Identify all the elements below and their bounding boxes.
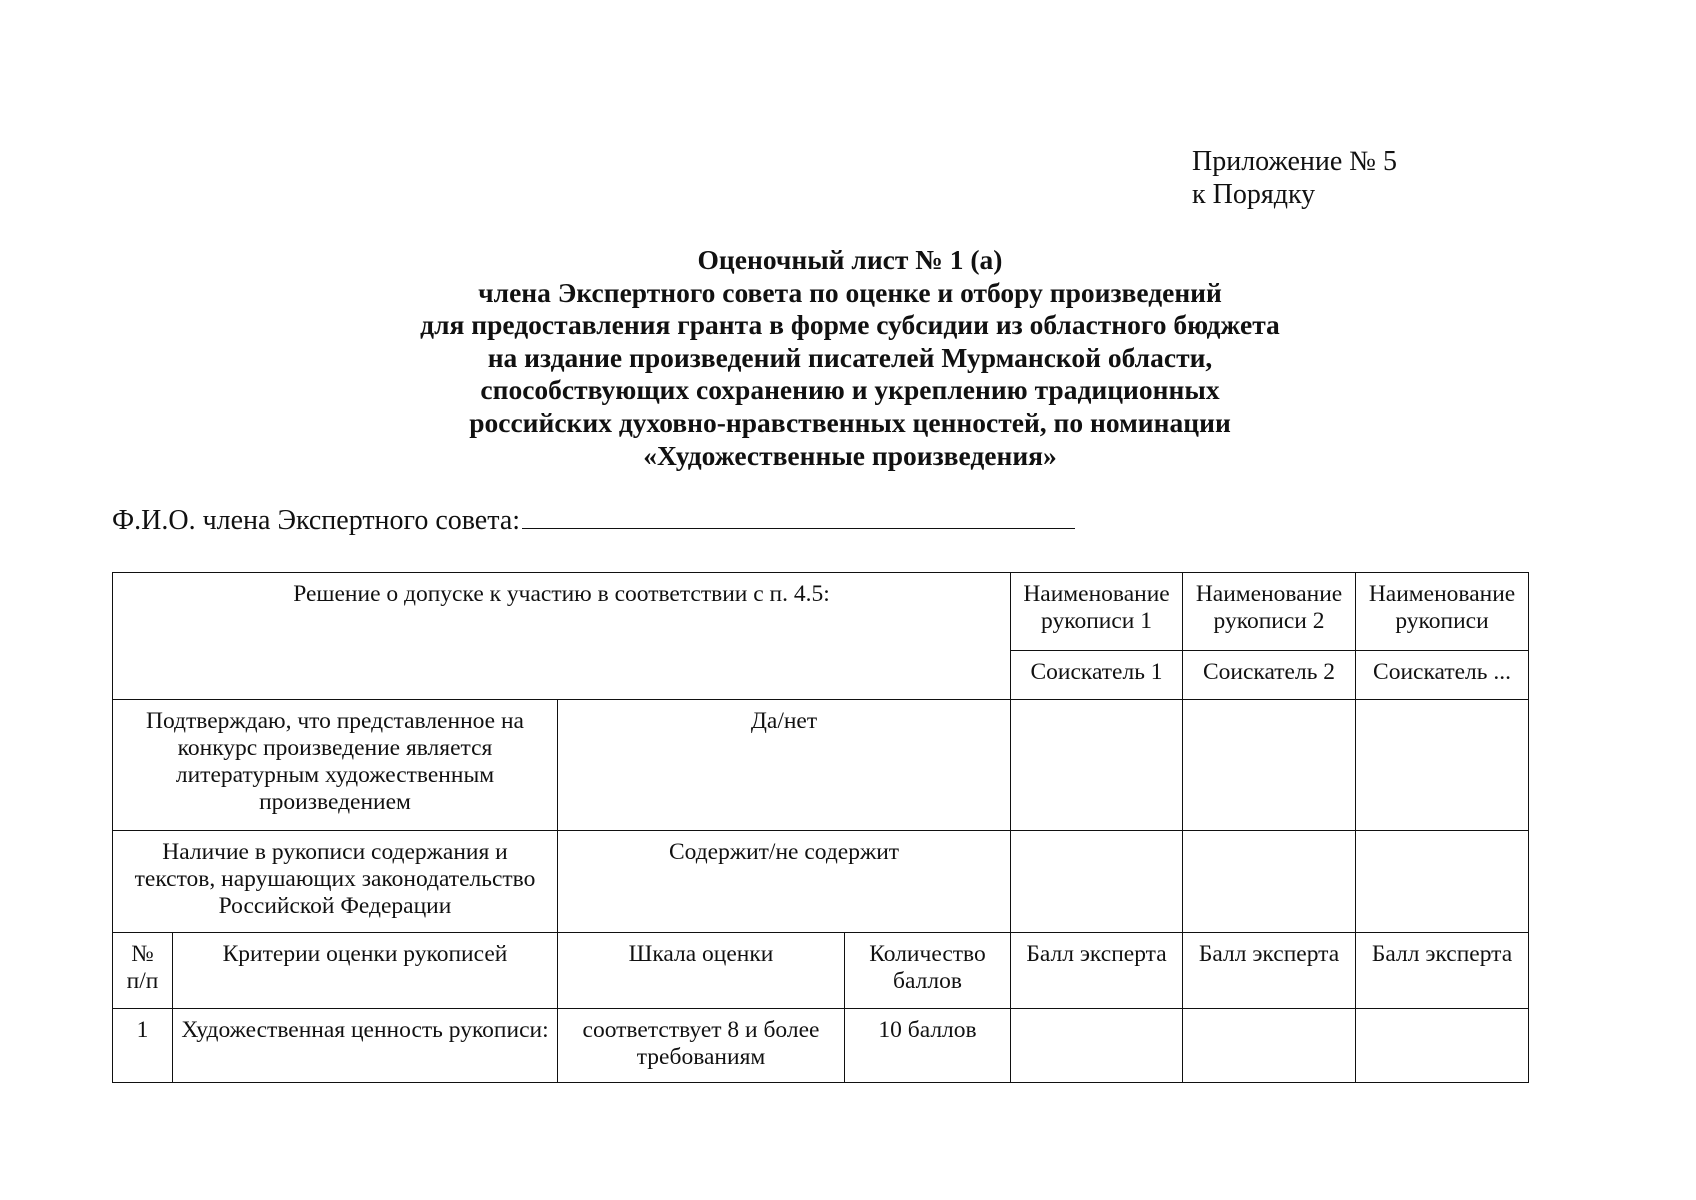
- scale-header: Шкала оценки: [558, 933, 845, 1009]
- title-line-2: члена Экспертного совета по оценке и отбору произведений: [478, 276, 1222, 308]
- appendix-number: Приложение № 5: [1192, 146, 1397, 177]
- appendix-order: к Порядку: [1192, 179, 1316, 210]
- row-score-cell-2[interactable]: [1183, 1009, 1356, 1083]
- title-line-4: на издание произведений писателей Мурманской области,: [487, 341, 1213, 373]
- title-line-6: российских духовно-нравственных ценностей, по номинации: [469, 406, 1231, 438]
- table-row: [113, 1009, 1529, 1083]
- document-title: [300, 244, 1400, 472]
- manuscript-3-name: Наименование рукописи: [1356, 573, 1529, 651]
- criteria-header-row: [113, 933, 1529, 1009]
- violation-row: [113, 831, 1529, 933]
- manuscript-2-name: Наименование рукописи 2: [1183, 573, 1356, 651]
- title-line-3: для предоставления гранта в форме субсидии из областного бюджета: [420, 309, 1280, 341]
- manuscript-1-name: Наименование рукописи 1: [1011, 573, 1183, 651]
- confirmation-cell-3[interactable]: [1356, 700, 1529, 831]
- violation-cell-3[interactable]: [1356, 831, 1529, 933]
- confirmation-options: Да/нет: [558, 700, 1011, 831]
- violation-label: Наличие в рукописи содержания и текстов, нарушающих законодательство Российской Федерации: [113, 831, 558, 933]
- expert-score-header-3: Балл эксперта: [1356, 933, 1529, 1009]
- row-criteria: Художественная ценность рукописи:: [173, 1009, 558, 1083]
- manuscript-header-row: [113, 573, 1529, 651]
- expert-score-header-2: Балл эксперта: [1183, 933, 1356, 1009]
- expert-name-row: [112, 502, 1075, 538]
- title-line-7: «Художественные произведения»: [643, 439, 1057, 471]
- expert-name-label: Ф.И.О. члена Экспертного совета:: [112, 505, 521, 536]
- number-header: № п/п: [113, 933, 173, 1009]
- expert-score-header-1: Балл эксперта: [1011, 933, 1183, 1009]
- confirmation-cell-2[interactable]: [1183, 700, 1356, 831]
- confirmation-cell-1[interactable]: [1011, 700, 1183, 831]
- violation-options: Содержит/не содержит: [558, 831, 1011, 933]
- expert-name-blank-line[interactable]: [522, 502, 1075, 529]
- row-scale: соответствует 8 и более требованиям: [558, 1009, 845, 1083]
- points-header: Количество баллов: [845, 933, 1011, 1009]
- violation-cell-2[interactable]: [1183, 831, 1356, 933]
- title-line-1: Оценочный лист № 1 (а): [697, 244, 1003, 275]
- appendix-reference: [1192, 145, 1397, 211]
- applicant-3: Соискатель ...: [1356, 651, 1529, 700]
- row-points: 10 баллов: [845, 1009, 1011, 1083]
- row-score-cell-1[interactable]: [1011, 1009, 1183, 1083]
- applicant-1: Соискатель 1: [1011, 651, 1183, 700]
- applicant-2: Соискатель 2: [1183, 651, 1356, 700]
- violation-cell-1[interactable]: [1011, 831, 1183, 933]
- title-line-5: способствующих сохранению и укреплению традиционных: [480, 374, 1220, 406]
- confirmation-row: [113, 700, 1529, 831]
- evaluation-table: [112, 572, 1529, 1083]
- confirmation-label: Подтверждаю, что представленное на конкурс произведение является литературным художественным произведением: [113, 700, 558, 831]
- criteria-header: Критерии оценки рукописей: [173, 933, 558, 1009]
- admission-decision-label: Решение о допуске к участию в соответствии с п. 4.5:: [113, 573, 1011, 700]
- row-number: 1: [113, 1009, 173, 1083]
- row-score-cell-3[interactable]: [1356, 1009, 1529, 1083]
